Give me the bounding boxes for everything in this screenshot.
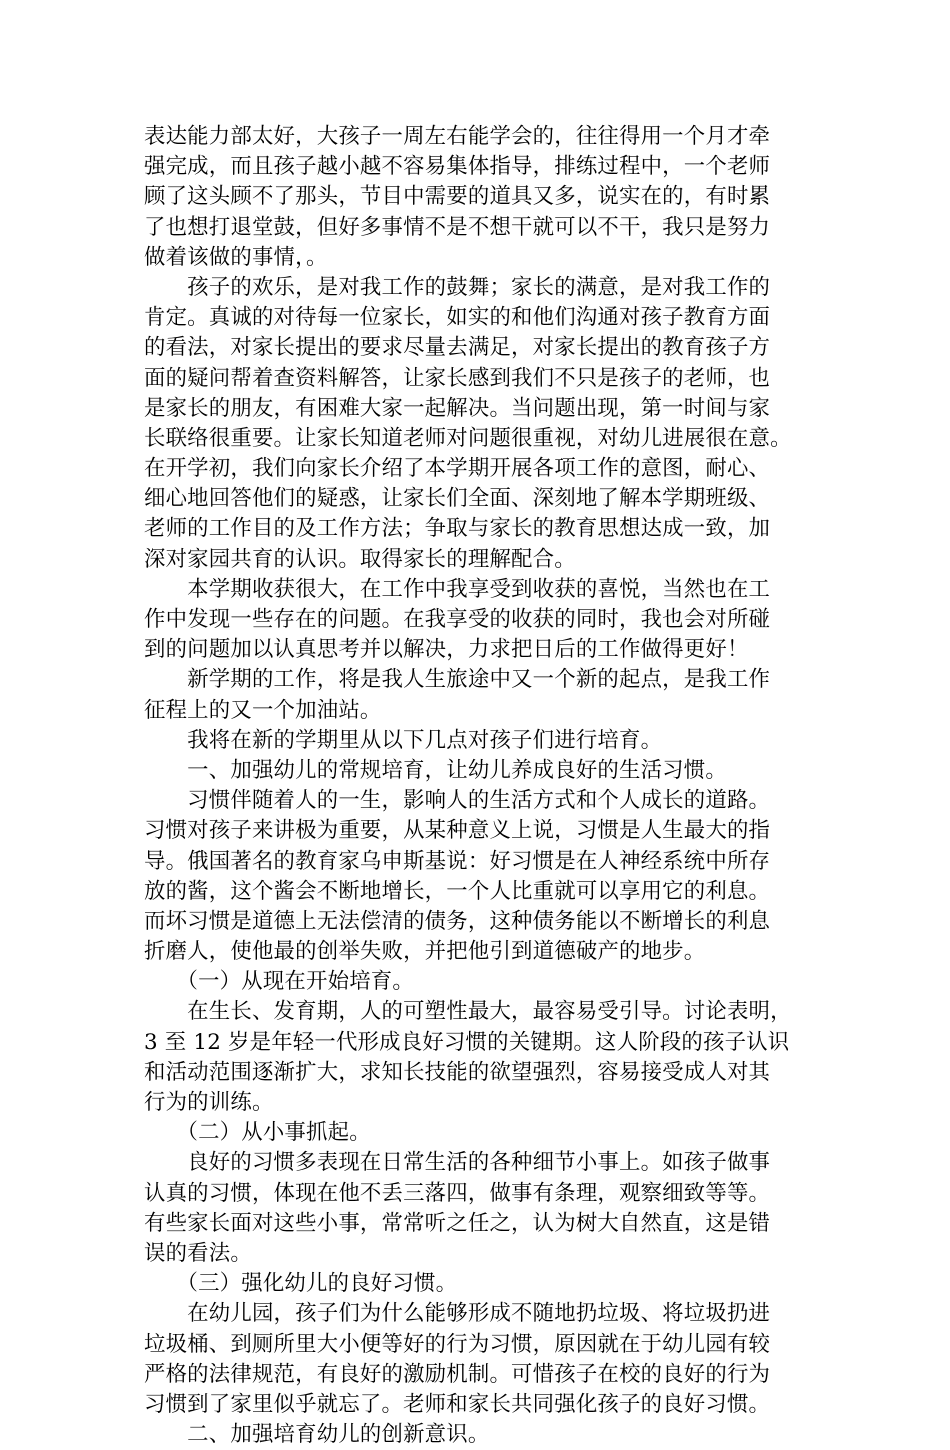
text-line: （一）从现在开始培育。 <box>144 969 414 995</box>
text-line: 折磨人，使他最的创举失败，并把他引到道德破产的地步。 <box>144 939 706 965</box>
text-line: 强完成，而且孩子越小越不容易集体指导，排练过程中，一个老师 <box>144 154 771 180</box>
text-line: 孩子的欢乐，是对我工作的鼓舞；家长的满意，是对我工作的 <box>144 274 771 300</box>
text-line: 老师的工作目的及工作方法；争取与家长的教育思想达成一致，加 <box>144 516 771 542</box>
text-line: 3 至 12 岁是年轻一代形成良好习惯的关键期。这人阶段的孩子认识 <box>144 1029 790 1055</box>
text-line: 二、加强培育幼儿的创新意识。 <box>144 1422 490 1448</box>
text-line: 了也想打退堂鼓，但好多事情不是不想干就可以不干，我只是努力 <box>144 214 771 240</box>
text-line: 顾了这头顾不了那头，节目中需要的道具又多，说实在的，有时累 <box>144 184 771 210</box>
text-line: 一、加强幼儿的常规培育，让幼儿养成良好的生活习惯。 <box>144 757 727 783</box>
text-line: 表达能力部太好，大孩子一周左右能学会的，往往得用一个月才牵 <box>144 124 771 149</box>
text-line: 有些家长面对这些小事，常常听之任之，认为树大自然直，这是错 <box>144 1210 771 1236</box>
text-line: 的看法，对家长提出的要求尽量去满足，对家长提出的教育孩子方 <box>144 335 771 361</box>
text-line: 作中发现一些存在的问题。在我享受的收获的同时，我也会对所碰 <box>144 607 771 632</box>
text-line: 习惯到了家里似乎就忘了。老师和家长共同强化孩子的良好习惯。 <box>144 1391 771 1417</box>
text-line: 垃圾桶、到厕所里大小便等好的行为习惯，原因就在于幼儿园有较 <box>144 1331 771 1357</box>
text-line: 和活动范围逐渐扩大，求知长技能的欲望强烈，容易接受成人对其 <box>144 1059 771 1085</box>
text-line: 是家长的朋友，有困难大家一起解决。当问题出现，第一时间与家 <box>144 395 771 421</box>
text-line: 长联络很重要。让家长知道老师对问题很重视，对幼儿进展很在意。 <box>144 425 792 451</box>
text-line: 面的疑问帮着查资料解答，让家长感到我们不只是孩子的老师，也 <box>144 365 771 391</box>
text-line: 在生长、发育期，人的可塑性最大，最容易受引导。讨论表明， <box>144 999 792 1025</box>
text-line: 放的酱，这个酱会不断地增长，一个人比重就可以享用它的利息。 <box>144 878 771 904</box>
text-line: 肯定。真诚的对待每一位家长，如实的和他们沟通对孩子教育方面 <box>144 305 771 331</box>
text-line: 习惯对孩子来讲极为重要，从某种意义上说，习惯是人生最大的指 <box>144 818 771 844</box>
text-line: 误的看法。 <box>144 1240 252 1266</box>
text-line: 认真的习惯，体现在他不丢三落四，做事有条理，观察细致等等。 <box>144 1180 771 1206</box>
text-line: 良好的习惯多表现在日常生活的各种细节小事上。如孩子做事 <box>144 1150 771 1176</box>
text-line: 新学期的工作，将是我人生旅途中又一个新的起点，是我工作 <box>144 667 771 693</box>
text-line: 严格的法律规范，有良好的激励机制。可惜孩子在校的良好的行为 <box>144 1361 771 1387</box>
text-line: （三）强化幼儿的良好习惯。 <box>144 1271 458 1297</box>
document-body-text <box>144 122 824 1450</box>
text-line: 我将在新的学期里从以下几点对孩子们进行培育。 <box>144 727 663 753</box>
text-line: 本学期收获很大，在工作中我享受到收获的喜悦，当然也在工 <box>144 576 771 602</box>
text-line: 细心地回答他们的疑惑，让家长们全面、深刻地了解本学期班级、 <box>144 486 771 512</box>
text-line: 行为的训练。 <box>144 1090 274 1115</box>
text-line: 到的问题加以认真思考并以解决，力求把日后的工作做得更好！ <box>144 637 749 663</box>
text-line: 做着该做的事情，。 <box>144 244 328 270</box>
text-line: 在幼儿园，孩子们为什么能够形成不随地扔垃圾、将垃圾扔进 <box>144 1301 771 1327</box>
text-line: 在开学初，我们向家长介绍了本学期开展各项工作的意图，耐心、 <box>144 456 771 482</box>
text-line: 深对家园共育的认识。取得家长的理解配合。 <box>144 546 576 572</box>
text-line: 而坏习惯是道德上无法偿清的债务，这种债务能以不断增长的利息 <box>144 908 771 934</box>
text-line: 导。俄国著名的教育家乌申斯基说：好习惯是在人神经系统中所存 <box>144 848 771 874</box>
text-line: 习惯伴随着人的一生，影响人的生活方式和个人成长的道路。 <box>144 788 771 814</box>
text-line: （二）从小事抓起。 <box>144 1120 371 1146</box>
text-line: 征程上的又一个加油站。 <box>144 697 382 723</box>
